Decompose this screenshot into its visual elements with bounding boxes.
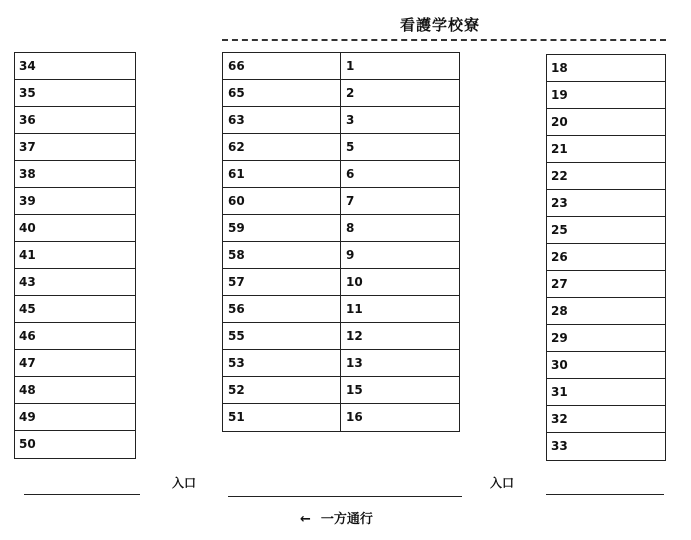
parking-space: 2 (346, 86, 355, 100)
parking-space: 6 (346, 167, 355, 181)
parking-space: 12 (346, 329, 363, 343)
parking-space: 50 (19, 437, 36, 451)
parking-space: 30 (547, 352, 665, 379)
parking-space: 26 (547, 244, 665, 271)
entrance-label-right: 入口 (490, 476, 515, 490)
parking-space: 23 (547, 190, 665, 217)
parking-space: 13 (346, 356, 363, 370)
parking-column-right (546, 54, 666, 461)
parking-space: 19 (547, 82, 665, 109)
parking-space: 9 (346, 248, 355, 262)
parking-row (223, 161, 459, 188)
parking-space: 16 (346, 410, 363, 424)
parking-space: 53 (223, 350, 341, 376)
parking-row (223, 350, 459, 377)
parking-space: 38 (15, 161, 135, 188)
parking-space: 66 (223, 53, 341, 79)
parking-space: 47 (15, 350, 135, 377)
parking-row (223, 377, 459, 404)
parking-row (223, 269, 459, 296)
parking-space: 41 (15, 242, 135, 269)
entrance-line-center (228, 496, 462, 497)
parking-row (223, 323, 459, 350)
parking-space: 1 (346, 59, 355, 73)
entrance-label-left: 入口 (172, 476, 197, 490)
entrance-line-right (546, 494, 664, 495)
parking-space: 51 (223, 404, 341, 431)
parking-space: 15 (346, 383, 363, 397)
parking-space: 36 (15, 107, 135, 134)
parking-space: 48 (15, 377, 135, 404)
parking-row (223, 188, 459, 215)
parking-row (223, 134, 459, 161)
parking-space: 11 (346, 302, 363, 316)
parking-space: 32 (547, 406, 665, 433)
title-divider (222, 39, 666, 41)
parking-space: 56 (223, 296, 341, 322)
parking-space: 52 (223, 377, 341, 403)
parking-space: 34 (15, 53, 135, 80)
parking-space: 20 (547, 109, 665, 136)
one-way-label: 一方通行 (320, 512, 373, 527)
parking-space: 65 (223, 80, 341, 106)
parking-space: 25 (547, 217, 665, 244)
parking-space: 7 (346, 194, 355, 208)
parking-space: 21 (547, 136, 665, 163)
map-title: 看護学校寮 (399, 16, 480, 34)
parking-space: 3 (346, 113, 355, 127)
parking-space: 55 (223, 323, 341, 349)
one-way-sign (300, 508, 373, 527)
parking-row (223, 80, 459, 107)
parking-space: 49 (15, 404, 135, 431)
parking-space: 40 (15, 215, 135, 242)
parking-row (223, 107, 459, 134)
parking-space: 18 (547, 55, 665, 82)
parking-space: 27 (547, 271, 665, 298)
parking-space: 8 (346, 221, 355, 235)
parking-space: 22 (547, 163, 665, 190)
parking-row (223, 404, 459, 431)
parking-row (223, 242, 459, 269)
parking-space: 10 (346, 275, 363, 289)
left-arrow-icon: ← (300, 512, 311, 527)
parking-space: 63 (223, 107, 341, 133)
parking-space: 29 (547, 325, 665, 352)
parking-space: 62 (223, 134, 341, 160)
parking-column-center (222, 52, 460, 432)
parking-row (223, 215, 459, 242)
parking-space: 46 (15, 323, 135, 350)
parking-space: 43 (15, 269, 135, 296)
parking-space: 58 (223, 242, 341, 268)
parking-space: 33 (551, 439, 568, 453)
parking-space: 61 (223, 161, 341, 187)
parking-space: 37 (15, 134, 135, 161)
entrance-line-left (24, 494, 140, 495)
parking-row (223, 53, 459, 80)
parking-space: 45 (15, 296, 135, 323)
parking-column-left (14, 52, 136, 459)
parking-space: 31 (547, 379, 665, 406)
parking-space: 60 (223, 188, 341, 214)
parking-space: 39 (15, 188, 135, 215)
parking-space: 57 (223, 269, 341, 295)
parking-space: 59 (223, 215, 341, 241)
parking-space: 28 (547, 298, 665, 325)
parking-space: 35 (15, 80, 135, 107)
parking-row (223, 296, 459, 323)
parking-space: 5 (346, 140, 355, 154)
